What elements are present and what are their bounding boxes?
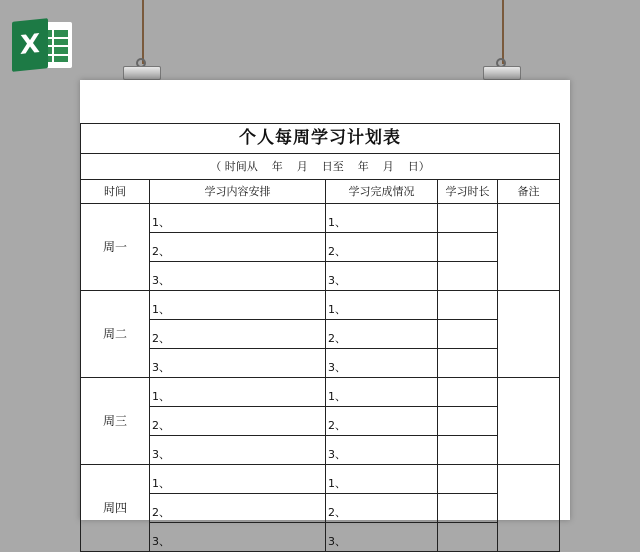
content-cell[interactable]: 3、 bbox=[150, 349, 326, 378]
day-cell-wed: 周三 bbox=[81, 378, 150, 465]
header-notes: 备注 bbox=[498, 180, 560, 204]
completion-cell[interactable]: 1、 bbox=[326, 204, 438, 233]
duration-cell[interactable] bbox=[438, 291, 498, 320]
day-cell-tue: 周二 bbox=[81, 291, 150, 378]
duration-cell[interactable] bbox=[438, 262, 498, 291]
day-cell-mon: 周一 bbox=[81, 204, 150, 291]
table-row bbox=[81, 523, 560, 552]
table-row bbox=[81, 407, 560, 436]
notes-cell[interactable] bbox=[498, 204, 560, 291]
completion-cell[interactable]: 1、 bbox=[326, 378, 438, 407]
binder-clip-left bbox=[123, 58, 161, 80]
table-row bbox=[81, 378, 560, 407]
completion-cell[interactable]: 2、 bbox=[326, 233, 438, 262]
duration-cell[interactable] bbox=[438, 494, 498, 523]
duration-cell[interactable] bbox=[438, 407, 498, 436]
content-cell[interactable]: 1、 bbox=[150, 378, 326, 407]
content-cell[interactable]: 2、 bbox=[150, 407, 326, 436]
content-cell[interactable]: 1、 bbox=[150, 465, 326, 494]
table-row bbox=[81, 320, 560, 349]
content-cell[interactable]: 1、 bbox=[150, 291, 326, 320]
completion-cell[interactable]: 3、 bbox=[326, 262, 438, 291]
completion-cell[interactable]: 2、 bbox=[326, 407, 438, 436]
content-cell[interactable]: 2、 bbox=[150, 233, 326, 262]
table-row bbox=[81, 262, 560, 291]
table-row bbox=[81, 465, 560, 494]
notes-cell[interactable] bbox=[498, 465, 560, 552]
content-cell[interactable]: 1、 bbox=[150, 204, 326, 233]
completion-cell[interactable]: 2、 bbox=[326, 494, 438, 523]
content-cell[interactable]: 3、 bbox=[150, 262, 326, 291]
completion-cell[interactable]: 1、 bbox=[326, 291, 438, 320]
sheet-title: 个人每周学习计划表 bbox=[81, 124, 560, 154]
table-row bbox=[81, 233, 560, 262]
header-completion: 学习完成情况 bbox=[326, 180, 438, 204]
notes-cell[interactable] bbox=[498, 378, 560, 465]
completion-cell[interactable]: 3、 bbox=[326, 523, 438, 552]
duration-cell[interactable] bbox=[438, 233, 498, 262]
hanging-string-left bbox=[142, 0, 144, 64]
header-content: 学习内容安排 bbox=[150, 180, 326, 204]
day-cell-thu: 周四 bbox=[81, 465, 150, 552]
header-row bbox=[81, 180, 560, 204]
table-row bbox=[81, 436, 560, 465]
duration-cell[interactable] bbox=[438, 349, 498, 378]
table-row bbox=[81, 494, 560, 523]
binder-clip-right bbox=[483, 58, 521, 80]
completion-cell[interactable]: 3、 bbox=[326, 349, 438, 378]
study-plan-table bbox=[80, 123, 560, 552]
content-cell[interactable]: 3、 bbox=[150, 436, 326, 465]
duration-cell[interactable] bbox=[438, 320, 498, 349]
duration-cell[interactable] bbox=[438, 204, 498, 233]
duration-cell[interactable] bbox=[438, 465, 498, 494]
duration-cell[interactable] bbox=[438, 378, 498, 407]
hanging-string-right bbox=[502, 0, 504, 64]
excel-x-icon: X bbox=[12, 18, 48, 72]
excel-logo bbox=[12, 20, 72, 70]
completion-cell[interactable]: 3、 bbox=[326, 436, 438, 465]
header-time: 时间 bbox=[81, 180, 150, 204]
duration-cell[interactable] bbox=[438, 523, 498, 552]
content-cell[interactable]: 2、 bbox=[150, 320, 326, 349]
duration-cell[interactable] bbox=[438, 436, 498, 465]
date-range-line: （ 时间从 年 月 日至 年 月 日） bbox=[81, 154, 560, 180]
table-row bbox=[81, 291, 560, 320]
completion-cell[interactable]: 2、 bbox=[326, 320, 438, 349]
table-row bbox=[81, 204, 560, 233]
paper-sheet bbox=[80, 80, 570, 548]
content-cell[interactable]: 3、 bbox=[150, 523, 326, 552]
content-cell[interactable]: 2、 bbox=[150, 494, 326, 523]
header-duration: 学习时长 bbox=[438, 180, 498, 204]
table-row bbox=[81, 349, 560, 378]
completion-cell[interactable]: 1、 bbox=[326, 465, 438, 494]
notes-cell[interactable] bbox=[498, 291, 560, 378]
